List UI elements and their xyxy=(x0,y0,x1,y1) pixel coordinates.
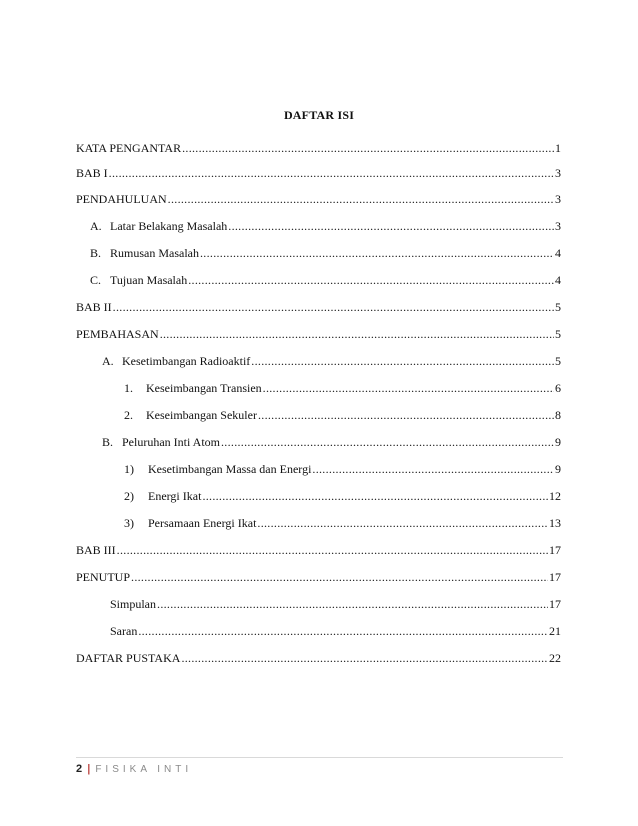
toc-entry-page: 5 xyxy=(555,354,561,368)
toc-entry-label: Keseimbangan Sekuler xyxy=(146,408,257,422)
toc-entry-label: Kesetimbangan Radioaktif xyxy=(122,354,251,368)
toc-dot-leader xyxy=(182,140,554,156)
toc-dot-leader xyxy=(200,245,554,261)
toc-entry-page: 5 xyxy=(555,300,561,314)
toc-entry-page: 6 xyxy=(555,381,561,395)
toc-entry[interactable] xyxy=(76,623,561,639)
footer-divider xyxy=(76,757,563,758)
page-title: DAFTAR ISI xyxy=(283,108,355,122)
toc-dot-leader xyxy=(251,353,554,369)
toc-entry-page: 5 xyxy=(555,327,561,341)
toc-entry-number: A. xyxy=(90,219,102,233)
toc-dot-leader xyxy=(113,299,554,315)
toc-entry-label: BAB II xyxy=(76,300,112,314)
toc-entry[interactable] xyxy=(76,140,561,156)
toc-dot-leader xyxy=(160,326,554,342)
toc-entry[interactable] xyxy=(76,596,561,612)
toc-dot-leader xyxy=(131,569,548,585)
toc-dot-leader xyxy=(181,650,548,666)
toc-entry[interactable] xyxy=(76,650,561,666)
toc-entry-label: Latar Belakang Masalah xyxy=(110,219,228,233)
toc-dot-leader xyxy=(257,515,548,531)
toc-dot-leader xyxy=(109,165,554,181)
page-footer xyxy=(76,763,192,775)
toc-entry-label: DAFTAR PUSTAKA xyxy=(76,651,181,665)
toc-entry-label: Tujuan Masalah xyxy=(110,273,188,287)
toc-entry-number: A. xyxy=(102,354,114,368)
toc-dot-leader xyxy=(202,488,548,504)
toc-entry-number: B. xyxy=(90,246,102,260)
toc-entry-label: KATA PENGANTAR xyxy=(76,141,182,155)
toc-entry[interactable] xyxy=(76,245,561,261)
toc-entry-page: 17 xyxy=(549,543,561,557)
toc-entry[interactable] xyxy=(76,542,561,558)
toc-dot-leader xyxy=(157,596,548,612)
footer-separator: | xyxy=(87,763,91,775)
toc-entry[interactable] xyxy=(76,434,561,450)
toc-entry[interactable] xyxy=(76,407,561,423)
toc-dot-leader xyxy=(258,407,554,423)
toc-dot-leader xyxy=(168,191,554,207)
toc-entry-page: 13 xyxy=(549,516,561,530)
toc-entry-page: 4 xyxy=(555,273,561,287)
toc-entry-page: 3 xyxy=(555,219,561,233)
toc-dot-leader xyxy=(228,218,554,234)
toc-entry-label: Saran xyxy=(110,624,138,638)
toc-entry[interactable] xyxy=(76,165,561,181)
toc-entry-page: 22 xyxy=(549,651,561,665)
toc-entry-label: Rumusan Masalah xyxy=(110,246,199,260)
toc-entry[interactable] xyxy=(76,515,561,531)
toc-entry-page: 4 xyxy=(555,246,561,260)
toc-entry-page: 21 xyxy=(549,624,561,638)
toc-entry-label: PENDAHULUAN xyxy=(76,192,167,206)
toc-entry[interactable] xyxy=(76,326,561,342)
footer-page-number: 2 xyxy=(76,763,83,775)
toc-dot-leader xyxy=(312,461,554,477)
toc-entry-label: Persamaan Energi Ikat xyxy=(148,516,257,530)
toc-entry-label: Peluruhan Inti Atom xyxy=(122,435,220,449)
toc-entry[interactable] xyxy=(76,191,561,207)
toc-entry-number: 1. xyxy=(124,381,133,395)
toc-entry-label: Energi Ikat xyxy=(148,489,202,503)
toc-dot-leader xyxy=(138,623,548,639)
toc-entry-label: Kesetimbangan Massa dan Energi xyxy=(148,462,312,476)
toc-entry-page: 17 xyxy=(549,597,561,611)
toc-entry[interactable] xyxy=(76,353,561,369)
toc-entry-number: 2) xyxy=(124,489,134,503)
toc-entry-page: 9 xyxy=(555,462,561,476)
toc-entry-label: BAB I xyxy=(76,166,108,180)
toc-entry-number: 3) xyxy=(124,516,134,530)
toc-entry-label: Keseimbangan Transien xyxy=(146,381,262,395)
toc-entry[interactable] xyxy=(76,299,561,315)
toc-dot-leader xyxy=(221,434,554,450)
toc-entry[interactable] xyxy=(76,380,561,396)
toc-entry[interactable] xyxy=(76,272,561,288)
toc-entry-page: 3 xyxy=(555,166,561,180)
toc-entry-page: 9 xyxy=(555,435,561,449)
toc-entry[interactable] xyxy=(76,461,561,477)
toc-entry-page: 12 xyxy=(549,489,561,503)
toc-dot-leader xyxy=(263,380,554,396)
toc-entry-label: Simpulan xyxy=(110,597,157,611)
toc-entry-page: 17 xyxy=(549,570,561,584)
toc-entry-page: 3 xyxy=(555,192,561,206)
toc-entry-number: 1) xyxy=(124,462,134,476)
toc-dot-leader xyxy=(188,272,554,288)
toc-entry-number: C. xyxy=(90,273,102,287)
toc-entry[interactable] xyxy=(76,488,561,504)
toc-entry-page: 1 xyxy=(555,141,561,155)
footer-document-name: FISIKA INTI xyxy=(95,764,193,775)
toc-entry-number: B. xyxy=(102,435,114,449)
toc-entry-label: PENUTUP xyxy=(76,570,131,584)
toc-entry[interactable] xyxy=(76,218,561,234)
toc-entry[interactable] xyxy=(76,569,561,585)
toc-entry-label: BAB III xyxy=(76,543,116,557)
toc-entry-label: PEMBAHASAN xyxy=(76,327,159,341)
toc-entry-number: 2. xyxy=(124,408,133,422)
toc-entry-page: 8 xyxy=(555,408,561,422)
toc-dot-leader xyxy=(117,542,548,558)
